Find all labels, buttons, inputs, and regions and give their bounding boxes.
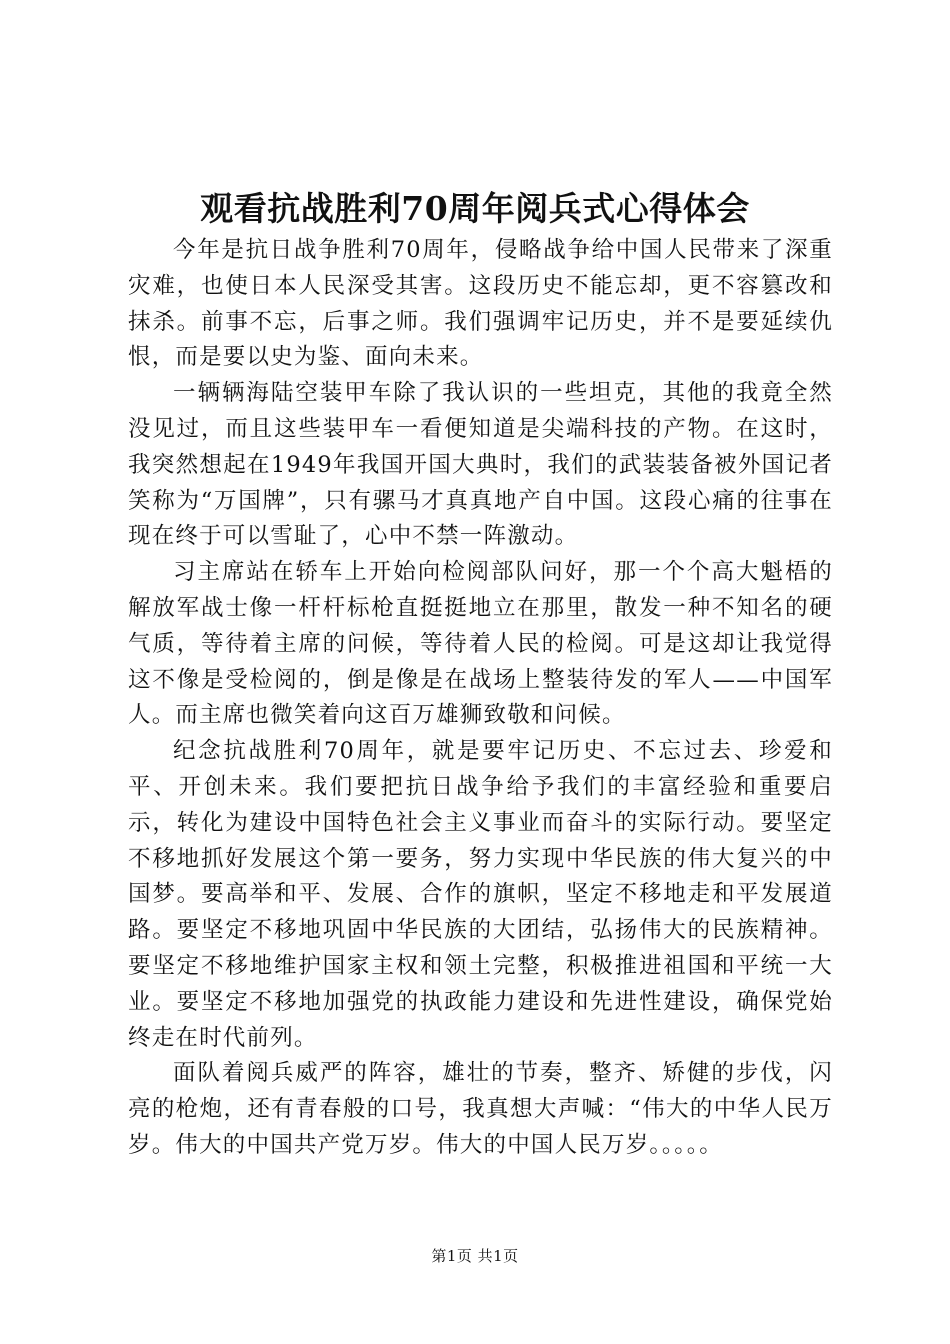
paragraph-3: 习主席站在轿车上开始向检阅部队问好，那一个个高大魁梧的解放军战士像一杆杆标枪直挺挺地立在那里，散发一种不知名的硬气质，等待着主席的问候，等待着人民的检阅。可是这却让我觉得这不像是受检阅的，倒是像是在战场上整装待发的军人——中国军人。而主席也微笑着向这百万雄狮致敬和问候。 [128, 559, 833, 729]
page-footer: 第1页 共1页 [431, 1247, 519, 1265]
paragraph-5: 面队着阅兵威严的阵容，雄壮的节奏，整齐、矫健的步伐，闪亮的枪炮，还有青春般的口号，我真想大声喊：“伟大的中华人民万岁。伟大的中国共产党万岁。伟大的中国人民万岁。。。。。 [128, 1060, 833, 1158]
document-title: 观看抗战胜利70周年阅兵式心得体会 [200, 189, 750, 228]
document-body [128, 233, 833, 1164]
paragraph-4: 纪念抗战胜利70周年，就是要牢记历史、不忘过去、珍爱和平、开创未来。我们要把抗日战争给予我们的丰富经验和重要启示，转化为建设中国特色社会主义事业而奋斗的实际行动。要坚定不移地抓好发展这个第一要务，努力实现中华民族的伟大复兴的中国梦。要高举和平、发展、合作的旗帜，坚定不移地走和平发展道路。要坚定不移地巩固中华民族的大团结，弘扬伟大的民族精神。要坚定不移地维护国家主权和领土完整，积极推进祖国和平统一大业。要坚定不移地加强党的执政能力建设和先进性建设，确保党始终走在时代前列。 [128, 738, 833, 1051]
paragraph-1: 今年是抗日战争胜利70周年，侵略战争给中国人民带来了深重灾难，也使日本人民深受其害。这段历史不能忘却，更不容篡改和抹杀。前事不忘，后事之师。我们强调牢记历史，并不是要延续仇恨，而是要以史为鉴、面向未来。 [128, 237, 833, 371]
paragraph-2: 一辆辆海陆空装甲车除了我认识的一些坦克，其他的我竟全然没见过，而且这些装甲车一看便知道是尖端科技的产物。在这时，我突然想起在1949年我国开国大典时，我们的武装装备被外国记者笑称为“万国牌”，只有骡马才真真地产自中国。这段心痛的往事在现在终于可以雪耻了，心中不禁一阵激动。 [128, 380, 833, 550]
